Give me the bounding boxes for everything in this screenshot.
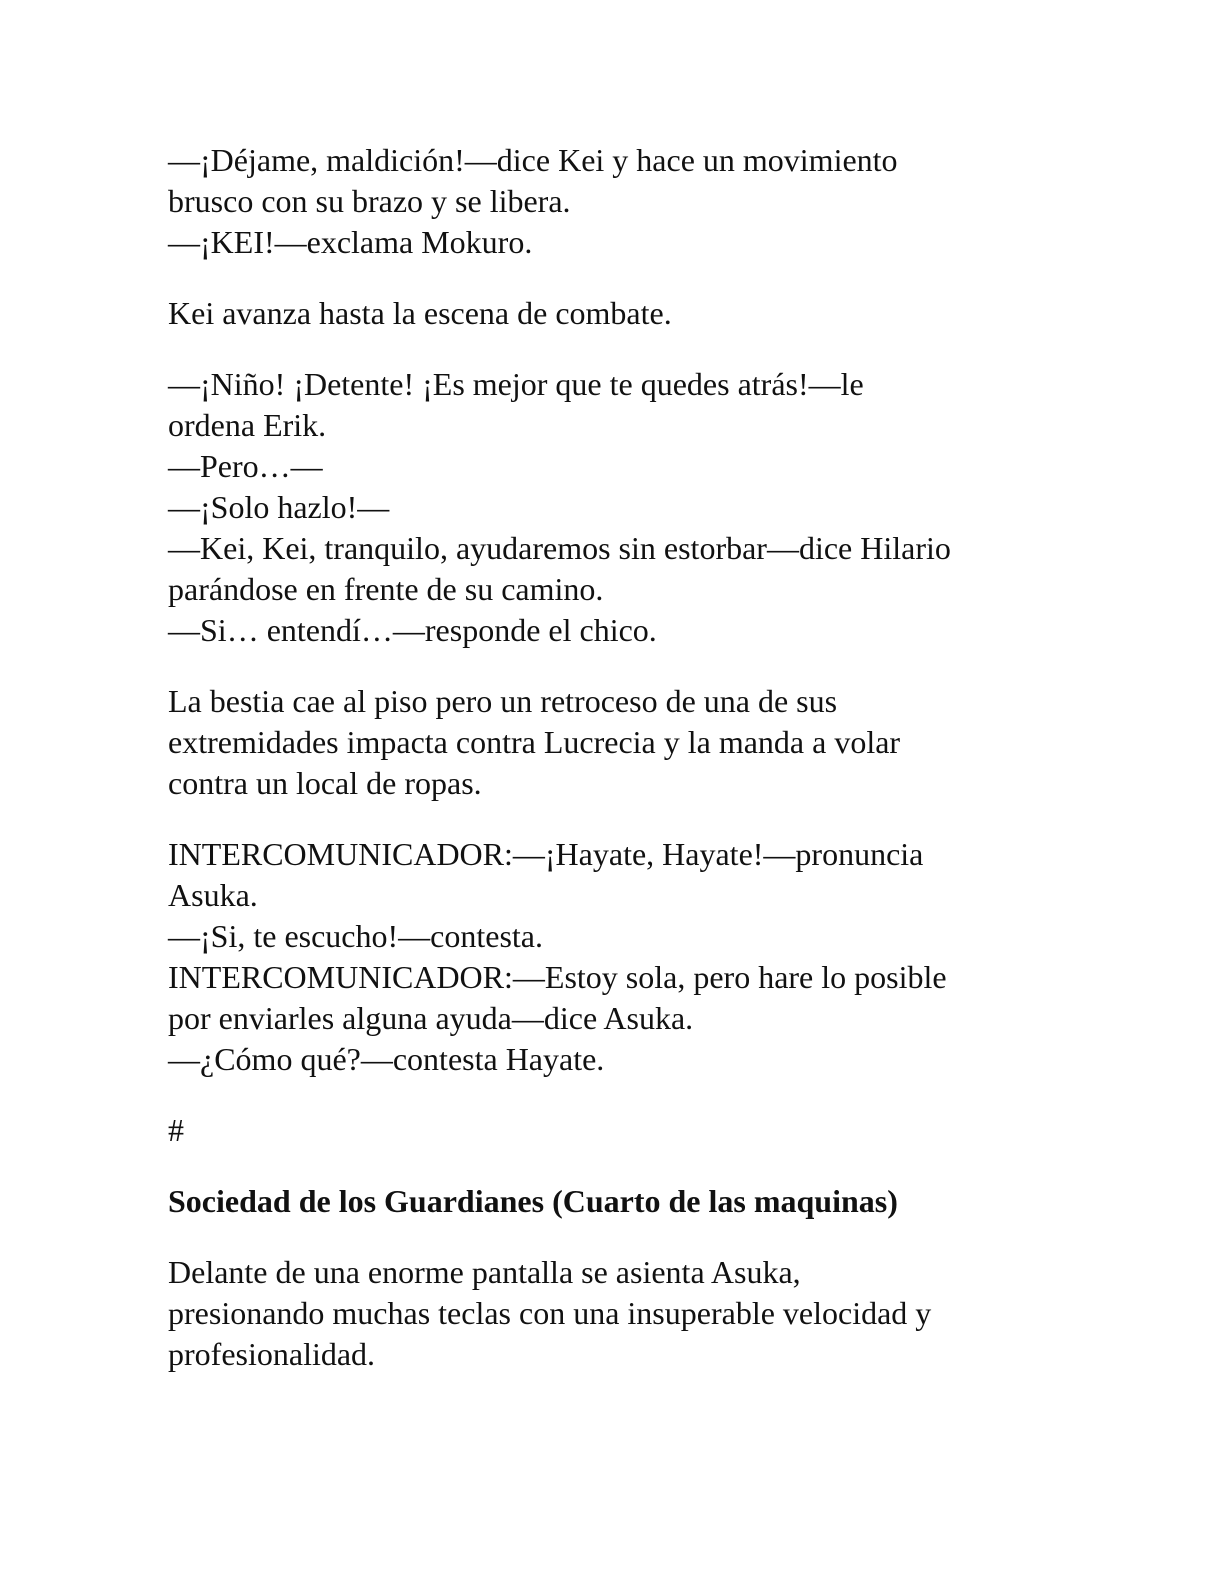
text-line: profesionalidad.: [168, 1336, 376, 1372]
text-line: —¡Niño! ¡Detente! ¡Es mejor que te quedes atrás!—le: [168, 366, 864, 402]
text-line: presionando muchas teclas con una insuperable velocidad y: [168, 1295, 932, 1331]
paragraph-1: [168, 140, 1068, 263]
paragraph-2: [168, 293, 1068, 334]
text-line: —¡Solo hazlo!—: [168, 489, 390, 525]
text-line: ordena Erik.: [168, 407, 327, 443]
text-line: INTERCOMUNICADOR:—¡Hayate, Hayate!—pronuncia: [168, 836, 924, 872]
text-line: INTERCOMUNICADOR:—Estoy sola, pero hare lo posible: [168, 959, 947, 995]
text-line: —¡Déjame, maldición!—dice Kei y hace un movimiento: [168, 142, 898, 178]
heading-text: Sociedad de los Guardianes (Cuarto de las maquinas): [168, 1183, 898, 1219]
paragraph-5: [168, 834, 1068, 1080]
paragraph-6: [168, 1252, 1068, 1375]
text-line: La bestia cae al piso pero un retroceso de una de sus: [168, 683, 838, 719]
text-line: —Si… entendí…—responde el chico.: [168, 612, 657, 648]
scene-separator: [168, 1110, 1068, 1151]
text-line: —¡Si, te escucho!—contesta.: [168, 918, 543, 954]
text-line: extremidades impacta contra Lucrecia y la manda a volar: [168, 724, 901, 760]
text-line: —¿Cómo qué?—contesta Hayate.: [168, 1041, 605, 1077]
document-body: [168, 140, 1068, 1405]
text-line: Asuka.: [168, 877, 258, 913]
text-line: —¡KEI!—exclama Mokuro.: [168, 224, 533, 260]
text-line: contra un local de ropas.: [168, 765, 482, 801]
section-heading: [168, 1181, 1068, 1222]
paragraph-4: [168, 681, 1068, 804]
separator-mark: #: [168, 1112, 184, 1148]
paragraph-3: [168, 364, 1068, 651]
text-line: —Kei, Kei, tranquilo, ayudaremos sin estorbar—dice Hilario: [168, 530, 951, 566]
text-line: brusco con su brazo y se libera.: [168, 183, 571, 219]
text-line: Delante de una enorme pantalla se asienta Asuka,: [168, 1254, 801, 1290]
text-line: por enviarles alguna ayuda—dice Asuka.: [168, 1000, 694, 1036]
text-line: parándose en frente de su camino.: [168, 571, 604, 607]
text-line: —Pero…—: [168, 448, 323, 484]
text-line: Kei avanza hasta la escena de combate.: [168, 295, 672, 331]
